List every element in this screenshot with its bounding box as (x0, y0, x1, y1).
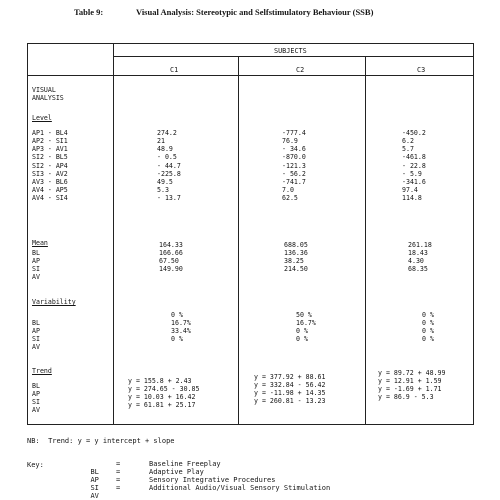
key-abbr: BL (90, 468, 99, 476)
trend-c2-equations: y = 377.92 + 88.61 y = 332.84 - 56.42 y = -11.98 + 14.35 y = 260.81 - 13.23 (254, 373, 326, 406)
visual-analysis-label: VISUAL ANALYSIS (32, 86, 64, 103)
trend-heading: Trend (32, 367, 52, 375)
key-eq: = (116, 484, 121, 492)
variability-c3-values: 0 % 0 % 0 % 0 % (422, 311, 434, 344)
key-abbr: SI (90, 484, 99, 492)
column-header-c1: C1 (170, 66, 179, 74)
mean-c2-values: 688.05 136.36 38.25 214.50 (284, 241, 308, 274)
key-desc: Sensory Integrative Procedures (149, 476, 276, 484)
key-desc: Baseline Freeplay (149, 460, 221, 468)
column-divider (238, 56, 239, 425)
mean-heading: Mean (32, 239, 48, 247)
key-eq: = (116, 460, 121, 468)
mean-c1-values: 164.33 166.66 67.50 149.90 (159, 241, 183, 274)
level-c3-values: -450.2 6.2 5.7 -461.8 - 22.8 - 5.9 -341.6 97.4 114.8 (402, 129, 426, 203)
variability-c2-values: 50 % 16.7% 0 % 0 % (296, 311, 316, 344)
key-abbr: AV (90, 492, 99, 500)
mean-row-labels: BL AP SI AV (32, 249, 40, 282)
trend-c1-equations: y = 155.8 + 2.43 y = 274.65 - 30.85 y = 10.03 + 16.42 y = 61.81 + 25.17 (128, 377, 200, 410)
key-entry-av (82, 484, 99, 500)
level-row-labels: AP1 - BL4 AP2 - SI1 AP3 - AV1 SI2 - BL5 SI2 - AP4 SI3 - AV2 AV3 - BL6 AV4 - AP5 AV4 - SI4 (32, 129, 68, 203)
level-c2-values: -777.4 76.9 - 34.6 -870.0 -121.3 - 56.2 -741.7 7.0 62.5 (282, 129, 306, 203)
trend-c3-equations: y = 89.72 + 48.99 y = 12.91 + 1.59 y = -1.69 + 1.71 y = 86.9 - 5.3 (378, 369, 446, 402)
column-divider (113, 44, 114, 425)
table-number: Table 9: (74, 7, 104, 17)
level-heading: Level (32, 114, 52, 122)
header-divider (113, 56, 474, 57)
subjects-header: SUBJECTS (274, 47, 307, 55)
trend-row-labels: BL AP SI AV (32, 382, 40, 415)
variability-c1-values: 0 % 16.7% 33.4% 0 % (171, 311, 191, 344)
level-c1-values: 274.2 21 48.9 - 0.5 - 44.7 -225.8 49.5 5.3 - 13.7 (157, 129, 181, 203)
data-table (27, 43, 474, 425)
column-header-c2: C2 (296, 66, 305, 74)
mean-c3-values: 261.18 18.43 4.30 68.35 (408, 241, 432, 274)
key-desc: Additional Audio/Visual Sensory Stimulation (149, 484, 331, 492)
variability-heading: Variability (32, 298, 76, 306)
variability-row-labels: BL AP SI AV (32, 319, 40, 352)
column-header-c3: C3 (417, 66, 426, 74)
key-eq: = (116, 468, 121, 476)
key-desc: Adaptive Play (149, 468, 204, 476)
key-label: Key: (27, 461, 44, 469)
table-caption: Visual Analysis: Stereotypic and Selfstimulatory Behaviour (SSB) (136, 7, 374, 17)
key-eq: = (116, 476, 121, 484)
trend-footnote: NB: Trend: y = y intercept + slope (27, 437, 175, 445)
header-bottom-rule (28, 75, 474, 76)
column-divider (365, 56, 366, 425)
key-abbr: AP (90, 476, 99, 484)
